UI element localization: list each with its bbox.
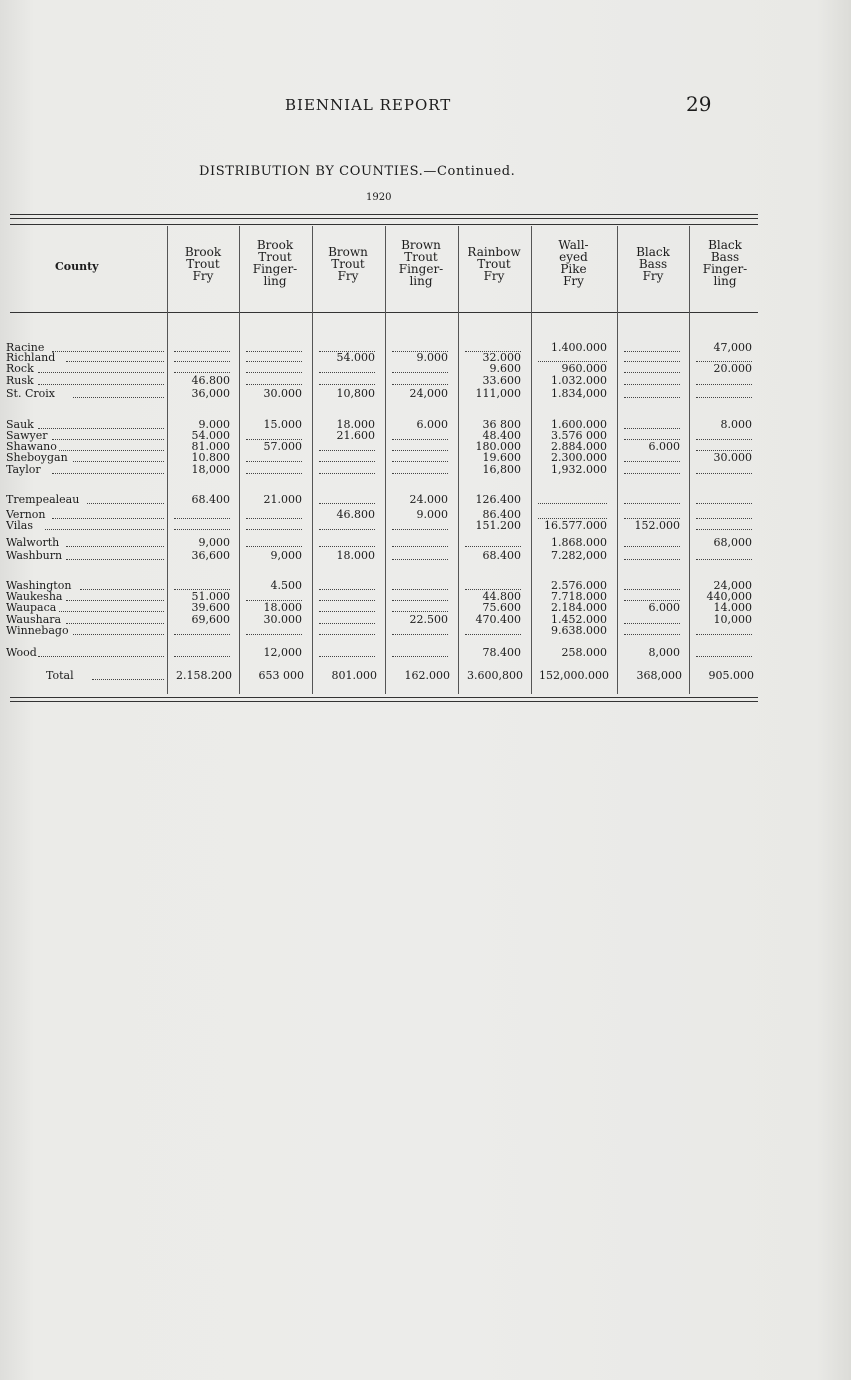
empty-cell-dots <box>174 361 230 362</box>
row-cell-walleye-fry: 2.300.000 <box>551 451 607 464</box>
row-cell-rainbow-fry: 9.600 <box>489 362 521 375</box>
header-line: Finger- <box>702 262 748 276</box>
dot-leader <box>38 372 164 373</box>
empty-cell-dots <box>465 634 521 635</box>
row-county-name: Trempealeau <box>6 494 80 506</box>
row-cell-brook-fing: 21.000 <box>263 493 302 506</box>
row-cell-rainbow-fry: 36 800 <box>482 418 521 431</box>
empty-cell-dots <box>174 656 230 657</box>
row-county-name: Racine <box>6 342 45 354</box>
header-line: Trout <box>477 256 511 271</box>
row-cell-rainbow-fry: 48.400 <box>482 429 521 442</box>
table-caption: DISTRIBUTION BY COUNTIES.—Continued. <box>199 164 516 179</box>
header-line: Fry <box>192 268 214 283</box>
county-header: County <box>55 260 99 273</box>
row-cell-bass-fing: 14.000 <box>713 601 752 614</box>
row-cell-walleye-fry: 258.000 <box>561 646 607 659</box>
row-cell-rainbow-fry: 86.400 <box>482 508 521 521</box>
empty-cell-dots <box>465 546 521 547</box>
row-county-name: Rock <box>6 363 34 375</box>
empty-cell-dots <box>174 372 230 373</box>
row-cell-brown-fing: 24,000 <box>409 387 448 400</box>
dot-leader <box>92 679 164 680</box>
empty-cell-dots <box>392 611 448 612</box>
row-county-name: Washington <box>6 580 72 592</box>
empty-cell-dots <box>624 634 680 635</box>
row-county-name: Taylor <box>6 464 41 476</box>
row-cell-walleye-fry: 1,932.000 <box>551 463 607 476</box>
row-county-name: Wood <box>6 647 37 659</box>
empty-cell-dots <box>392 546 448 547</box>
empty-cell-dots <box>392 589 448 590</box>
total-cell-rainbow-fry: 3.600,800 <box>467 669 523 682</box>
table-rule <box>10 214 758 215</box>
dot-leader <box>45 529 164 530</box>
row-cell-brook-fing: 12,000 <box>263 646 302 659</box>
header-line: Brown <box>328 244 368 259</box>
row-cell-bass-fry: 6.000 <box>648 601 680 614</box>
row-cell-brown-fry: 54.000 <box>336 351 375 364</box>
empty-cell-dots <box>392 439 448 440</box>
row-cell-brook-fry: 10.800 <box>191 451 230 464</box>
empty-cell-dots <box>319 503 375 504</box>
empty-cell-dots <box>319 372 375 373</box>
row-cell-bass-fing: 47,000 <box>713 341 752 354</box>
row-cell-brook-fry: 36,000 <box>191 387 230 400</box>
table-year: 1920 <box>366 192 392 203</box>
empty-cell-dots <box>392 634 448 635</box>
dot-leader <box>52 473 164 474</box>
header-line: Brown <box>401 238 441 252</box>
row-county-name: Sheboygan <box>6 452 68 464</box>
row-cell-brook-fry: 69,600 <box>191 613 230 626</box>
row-cell-brook-fry: 9,000 <box>198 536 230 549</box>
row-cell-bass-fing: 24,000 <box>713 579 752 592</box>
empty-cell-dots <box>624 546 680 547</box>
empty-cell-dots <box>624 461 680 462</box>
empty-cell-dots <box>392 600 448 601</box>
empty-cell-dots <box>246 361 302 362</box>
empty-cell-dots <box>392 372 448 373</box>
dot-leader <box>52 518 164 519</box>
empty-cell-dots <box>624 384 680 385</box>
row-cell-brown-fing: 22.500 <box>409 613 448 626</box>
empty-cell-dots <box>624 623 680 624</box>
dot-leader <box>52 439 164 440</box>
header-line: Rainbow <box>467 244 521 259</box>
row-cell-bass-fing: 20.000 <box>713 362 752 375</box>
table-rule <box>10 697 758 698</box>
dot-leader <box>66 623 164 624</box>
row-county-name: Sauk <box>6 419 34 431</box>
table-rule <box>10 701 758 702</box>
total-cell-brown-fry: 801.000 <box>331 669 377 682</box>
row-cell-brook-fing: 15.000 <box>263 418 302 431</box>
empty-cell-dots <box>319 384 375 385</box>
header-line: Finger- <box>252 262 298 276</box>
row-cell-brown-fing: 9.000 <box>416 351 448 364</box>
table-rule <box>10 312 758 313</box>
header-line: Trout <box>331 256 365 271</box>
row-cell-walleye-fry: 16.577.000 <box>544 519 607 532</box>
header-line: Black <box>708 238 742 252</box>
row-cell-brook-fing: 30.000 <box>263 387 302 400</box>
empty-cell-dots <box>319 656 375 657</box>
row-cell-brook-fry: 68.400 <box>191 493 230 506</box>
row-county-name: Richland <box>6 352 56 364</box>
row-cell-brook-fry: 36,600 <box>191 549 230 562</box>
empty-cell-dots <box>246 518 302 519</box>
row-county-name: Winnebago <box>6 625 69 637</box>
row-cell-bass-fing: 440,000 <box>706 590 752 603</box>
empty-cell-dots <box>538 503 607 504</box>
empty-cell-dots <box>392 473 448 474</box>
total-cell-walleye-fry: 152,000.000 <box>539 669 609 682</box>
empty-cell-dots <box>696 529 752 530</box>
dot-leader <box>66 559 164 560</box>
dot-leader <box>59 450 164 451</box>
row-county-name: Rusk <box>6 375 34 387</box>
row-cell-brook-fry: 54.000 <box>191 429 230 442</box>
total-cell-bass-fing: 905.000 <box>708 669 754 682</box>
empty-cell-dots <box>392 384 448 385</box>
row-cell-walleye-fry: 1.032.000 <box>551 374 607 387</box>
row-cell-walleye-fry: 7.282,000 <box>551 549 607 562</box>
empty-cell-dots <box>696 559 752 560</box>
row-county-name: Vilas <box>6 520 33 532</box>
row-cell-rainbow-fry: 180.000 <box>475 440 521 453</box>
row-cell-walleye-fry: 2.184.000 <box>551 601 607 614</box>
row-cell-bass-fry: 152.000 <box>634 519 680 532</box>
row-cell-brook-fing: 9,000 <box>270 549 302 562</box>
row-cell-rainbow-fry: 151.200 <box>475 519 521 532</box>
empty-cell-dots <box>696 384 752 385</box>
total-cell-brook-fing: 653 000 <box>258 669 304 682</box>
empty-cell-dots <box>319 623 375 624</box>
table-rule <box>10 224 758 225</box>
row-cell-brown-fry: 21.600 <box>336 429 375 442</box>
row-cell-brown-fry: 10,800 <box>336 387 375 400</box>
row-cell-brook-fing: 30.000 <box>263 613 302 626</box>
total-cell-bass-fry: 368,000 <box>636 669 682 682</box>
row-cell-rainbow-fry: 19.600 <box>482 451 521 464</box>
empty-cell-dots <box>392 461 448 462</box>
row-cell-brook-fry: 18,000 <box>191 463 230 476</box>
empty-cell-dots <box>319 611 375 612</box>
empty-cell-dots <box>696 634 752 635</box>
total-label: Total <box>46 670 74 682</box>
header-line: Black <box>636 244 670 259</box>
empty-cell-dots <box>696 397 752 398</box>
empty-cell-dots <box>392 529 448 530</box>
row-county-name: Waukesha <box>6 591 63 603</box>
empty-cell-dots <box>696 518 752 519</box>
dot-leader <box>66 361 164 362</box>
header-line: Pike <box>560 262 587 276</box>
column-header-bass-fry <box>618 246 688 282</box>
column-header-brown-fing <box>386 239 456 287</box>
empty-cell-dots <box>319 589 375 590</box>
empty-cell-dots <box>246 546 302 547</box>
dot-leader <box>38 384 164 385</box>
empty-cell-dots <box>624 503 680 504</box>
row-cell-bass-fing: 10,000 <box>713 613 752 626</box>
row-cell-brook-fry: 51.000 <box>191 590 230 603</box>
row-cell-brook-fry: 46.800 <box>191 374 230 387</box>
empty-cell-dots <box>174 518 230 519</box>
empty-cell-dots <box>174 634 230 635</box>
dot-leader <box>73 397 164 398</box>
empty-cell-dots <box>246 461 302 462</box>
header-line: Brook <box>256 238 294 252</box>
header-line: Fry <box>337 268 359 283</box>
header-line: ling <box>409 274 433 288</box>
empty-cell-dots <box>319 473 375 474</box>
dot-leader <box>73 461 164 462</box>
column-header-rainbow-fry <box>459 246 529 282</box>
row-cell-brook-fing: 57.000 <box>263 440 302 453</box>
empty-cell-dots <box>624 372 680 373</box>
empty-cell-dots <box>696 656 752 657</box>
row-cell-bass-fry: 8,000 <box>648 646 680 659</box>
dot-leader <box>80 589 164 590</box>
column-header-brook-fry <box>168 246 238 282</box>
empty-cell-dots <box>624 428 680 429</box>
row-cell-rainbow-fry: 44.800 <box>482 590 521 603</box>
dot-leader <box>66 600 164 601</box>
row-cell-walleye-fry: 2.576.000 <box>551 579 607 592</box>
row-cell-walleye-fry: 2.884.000 <box>551 440 607 453</box>
column-header-bass-fing <box>690 239 760 287</box>
row-cell-walleye-fry: 1.400.000 <box>551 341 607 354</box>
empty-cell-dots <box>174 351 230 352</box>
empty-cell-dots <box>174 529 230 530</box>
empty-cell-dots <box>246 372 302 373</box>
row-cell-brown-fing: 6.000 <box>416 418 448 431</box>
empty-cell-dots <box>246 634 302 635</box>
row-cell-rainbow-fry: 111,000 <box>475 387 521 400</box>
row-cell-walleye-fry: 7.718.000 <box>551 590 607 603</box>
row-county-name: Waupaca <box>6 602 57 614</box>
row-cell-bass-fry: 6.000 <box>648 440 680 453</box>
row-cell-walleye-fry: 1.834,000 <box>551 387 607 400</box>
empty-cell-dots <box>624 397 680 398</box>
empty-cell-dots <box>624 351 680 352</box>
empty-cell-dots <box>696 439 752 440</box>
column-header-brook-fing <box>240 239 310 287</box>
row-cell-rainbow-fry: 78.400 <box>482 646 521 659</box>
dot-leader <box>73 634 164 635</box>
empty-cell-dots <box>319 450 375 451</box>
row-cell-walleye-fry: 1.452.000 <box>551 613 607 626</box>
dot-leader <box>66 546 164 547</box>
empty-cell-dots <box>319 600 375 601</box>
row-cell-bass-fing: 30.000 <box>713 451 752 464</box>
row-cell-brook-fry: 39.600 <box>191 601 230 614</box>
row-cell-rainbow-fry: 75.600 <box>482 601 521 614</box>
header-line: Brook <box>184 244 222 259</box>
header-line: Trout <box>404 250 438 264</box>
row-cell-brook-fing: 4.500 <box>270 579 302 592</box>
header-line: Fry <box>483 268 505 283</box>
row-cell-brook-fry: 81.000 <box>191 440 230 453</box>
empty-cell-dots <box>392 450 448 451</box>
row-cell-brown-fing: 9.000 <box>416 508 448 521</box>
empty-cell-dots <box>246 384 302 385</box>
row-cell-walleye-fry: 9.638.000 <box>551 624 607 637</box>
empty-cell-dots <box>624 559 680 560</box>
header-line: Fry <box>563 274 584 288</box>
row-cell-walleye-fry: 960.000 <box>561 362 607 375</box>
header-line: Trout <box>258 250 292 264</box>
header-line: eyed <box>559 250 588 264</box>
row-county-name: Waushara <box>6 614 62 626</box>
empty-cell-dots <box>319 546 375 547</box>
row-cell-bass-fing: 68,000 <box>713 536 752 549</box>
header-line: Finger- <box>398 262 444 276</box>
row-cell-brown-fry: 18.000 <box>336 549 375 562</box>
row-county-name: Washburn <box>6 550 63 562</box>
header-line: Bass <box>638 256 668 271</box>
empty-cell-dots <box>392 559 448 560</box>
page-number: 29 <box>686 92 712 116</box>
empty-cell-dots <box>246 473 302 474</box>
empty-cell-dots <box>624 473 680 474</box>
row-cell-walleye-fry: 1.868.000 <box>551 536 607 549</box>
running-title: BIENNIAL REPORT <box>285 96 452 114</box>
dot-leader <box>87 503 164 504</box>
row-cell-walleye-fry: 3.576 000 <box>551 429 607 442</box>
column-rule <box>312 226 313 694</box>
empty-cell-dots <box>246 529 302 530</box>
row-cell-rainbow-fry: 126.400 <box>475 493 521 506</box>
column-header-brown-fry <box>313 246 383 282</box>
row-cell-rainbow-fry: 470.400 <box>475 613 521 626</box>
row-cell-brown-fing: 24.000 <box>409 493 448 506</box>
row-cell-rainbow-fry: 33.600 <box>482 374 521 387</box>
column-header-walleye-fry <box>532 239 615 287</box>
empty-cell-dots <box>624 361 680 362</box>
header-line: ling <box>263 274 287 288</box>
dot-leader <box>59 611 164 612</box>
row-county-name: St. Croix <box>6 388 55 400</box>
header-line: Fry <box>642 268 664 283</box>
dot-leader <box>38 656 164 657</box>
empty-cell-dots <box>319 634 375 635</box>
total-cell-brook-fry: 2.158.200 <box>176 669 232 682</box>
column-rule <box>617 226 618 694</box>
row-cell-walleye-fry: 1.600.000 <box>551 418 607 431</box>
header-line: Wall- <box>558 238 589 252</box>
header-line: ling <box>713 274 737 288</box>
row-cell-brook-fry: 9.000 <box>198 418 230 431</box>
row-cell-brown-fry: 18.000 <box>336 418 375 431</box>
empty-cell-dots <box>246 351 302 352</box>
empty-cell-dots <box>624 589 680 590</box>
row-county-name: Vernon <box>6 509 46 521</box>
row-county-name: Sawyer <box>6 430 48 442</box>
row-cell-rainbow-fry: 32.000 <box>482 351 521 364</box>
row-cell-rainbow-fry: 16,800 <box>482 463 521 476</box>
empty-cell-dots <box>319 461 375 462</box>
header-line: Bass <box>710 250 740 264</box>
table-rule <box>10 218 758 219</box>
total-cell-brown-fing: 162.000 <box>404 669 450 682</box>
row-county-name: Walworth <box>6 537 60 549</box>
empty-cell-dots <box>392 656 448 657</box>
dot-leader <box>38 428 164 429</box>
empty-cell-dots <box>696 473 752 474</box>
row-cell-brown-fry: 46.800 <box>336 508 375 521</box>
row-county-name: Shawano <box>6 441 57 453</box>
row-cell-brook-fing: 18.000 <box>263 601 302 614</box>
empty-cell-dots <box>696 503 752 504</box>
row-cell-rainbow-fry: 68.400 <box>482 549 521 562</box>
row-cell-bass-fing: 8.000 <box>720 418 752 431</box>
empty-cell-dots <box>319 529 375 530</box>
header-line: Trout <box>186 256 220 271</box>
